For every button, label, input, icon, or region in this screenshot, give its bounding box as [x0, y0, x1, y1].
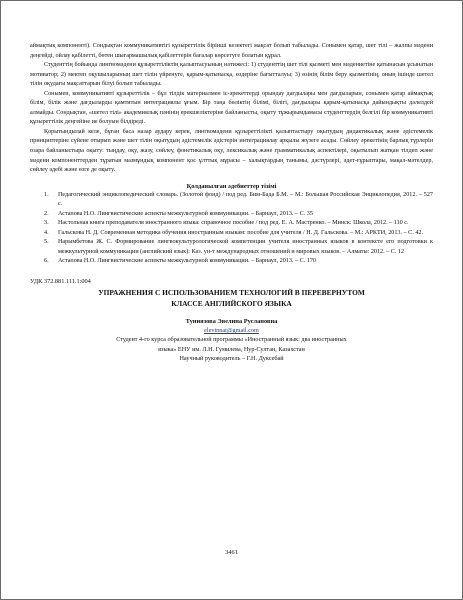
reference-item [44, 219, 433, 229]
article-title-line: УПРАЖНЕНИЯ С ИСПОЛЬЗОВАНИЕМ ТЕХНОЛОГИЙ В ПЕРЕВЕРНУТОМ [98, 288, 365, 298]
reference-text: Нарымбетова Ж. С. Формирование лингвокультурологической компетенции учителя иностранных языков в контексте его подготовки к межкультурной коммуникации (английский язык): Каз. ун-т международных отношений и мировых языков. – Алматы: 2012. – С. 12 [58, 239, 433, 255]
body-paragraph: Сонымен, коммуникативті құзыреттілік – бұл тілдік материалмен іс-әрекеттерді орындау дағдылары мен дағдыларын, сонымен қатар аймақтық білім, білік және дағдыларды қамтитын интеграциялы ұғым. Бір таңа бөліктің білімі, білігі, дағдылары қарым-қатынасқа дайындықты дәлелдей алмайды. Сондықтан, «шетел тілі» академиялық пәнінің ерекшеліктеріне байланысты, оқыту тұжырымдамасы студенттердің белгілі бір коммуникативті құзыреттілік деңгейіне ие болуын білдіреді. [30, 90, 433, 126]
body-paragraph: аймақтық компоненті). Сондықтан коммуникативтігі құзыреттілік бірінші кезектегі мақсат болып табылады. Сонымен қатар, шет тілі – жалпы мәдени деңгейді, ойлау қабілетті, бөтен шығармашылық қабілеттерін бағалар көрсетуге болатын құрал. [30, 43, 433, 59]
body-paragraph: Студенттің бойында лингвомәдени құзыреттіліктің қалыптасуының нәтижесі: 1) студенттің шет тілі қызметі мен мәдениетіне қатынасын ұсынатын мотиватор; 2) мектеп оқушыларының шет тілін үйренуге, қарым-қатынасқа, өздеріне бағытталуы; 3) өзінің білім беру қызметінің, оның ішінде шетел тілін оқудағы мақсаттарын білуі болып табылады. [30, 62, 433, 88]
reference-text: Настольная книга преподавателя иностранного языка: справочное пособие / под ред. Е. А. Мастренко. – Минск: Школа, 2012. – 110 с. [58, 220, 409, 227]
reference-text: Астапова Н.О. Лингвистические аспекты межкультурной коммуникации. – Барнаул, 2013. – С. 170 [58, 258, 316, 265]
reference-item [44, 229, 433, 239]
author-affiliation: языка» ЕНУ им. Л.Н. Гумилева, Нур-Султан, Казахстан [158, 345, 305, 353]
reference-item [44, 191, 433, 210]
references-list [30, 191, 433, 267]
reference-number: 4. [44, 229, 49, 236]
author-affiliation: Студент 4-го курса образовательной программы «Иностранный язык: два иностранных [116, 336, 347, 344]
reference-number: 2. [44, 210, 49, 217]
page-content [30, 42, 433, 364]
article-title [30, 287, 433, 309]
reference-text: Астапова Н.О. Лингвистические аспекты межкультурной коммуникации. – Барнаул, 2013. – С. 35 [58, 210, 313, 217]
reference-number: 1. [44, 191, 49, 198]
references-title: Қолданылған әдебиеттер тізімі [186, 182, 277, 190]
body-paragraph: Қорытындылай келе, бұған баса назар аудару керек, лингвомәдени құзыреттілікті қалыптастыру оқытудың дидактикалық және әдістемелік принциптеріне сүйене отырып және шет тілін оқытудың әдістемелік әдістерін интеграциялау арқылы жүзеге асады. Сөйлеу әрекетінің барлық түрлерін озара байланыстыра оқыту: тыңдау, оқу, жазу, сөйлеу, фонетикалық оқу, лексикалық және грамматикалық аспектілері, оқытылып жатқан тілдеп және мәдени компоненттерден тұратын мазмұндық компонент қос ұлттық мұрасы – халықтардың танымы, дәстүрлері, әдет-ғұрыптары, мақал-мәтелдер, сөйлеу әдебі және өзге де оқыту. [30, 128, 433, 174]
page-number: 3461 [225, 549, 238, 556]
reference-text: Гальскова Н. Д. Современная методика обучения иностранным языкам: пособие для учителя / Н. Д. Гальскова. – М.: АРКТИ, 2013. – С. 42. [58, 229, 424, 236]
reference-number: 6. [44, 258, 49, 265]
reference-number: 3. [44, 220, 49, 227]
reference-number: 5. [44, 239, 49, 246]
author-email-link[interactable]: elevinnat@gmail.com [204, 327, 259, 335]
reference-text: Педагогический энциклопедический словарь. (Золотой фонд) / под ред. Бим-Бада Б.М. – М.: Большая Российская Энциклопедия, 2012. – 527 с. [58, 191, 433, 208]
supervisor: Научный руководитель – Г.Н. Дуксебай [179, 355, 284, 363]
udk-code: УДК 372.881.111.1:004 [30, 278, 91, 286]
article-title-line: КЛАССЕ АНГЛИЙСКОГО ЯЗЫКА [171, 299, 292, 309]
reference-item [44, 238, 433, 257]
reference-item [44, 210, 433, 220]
author-name: Туниязова Эвелина Руслановна [185, 318, 278, 326]
reference-item [44, 257, 433, 267]
